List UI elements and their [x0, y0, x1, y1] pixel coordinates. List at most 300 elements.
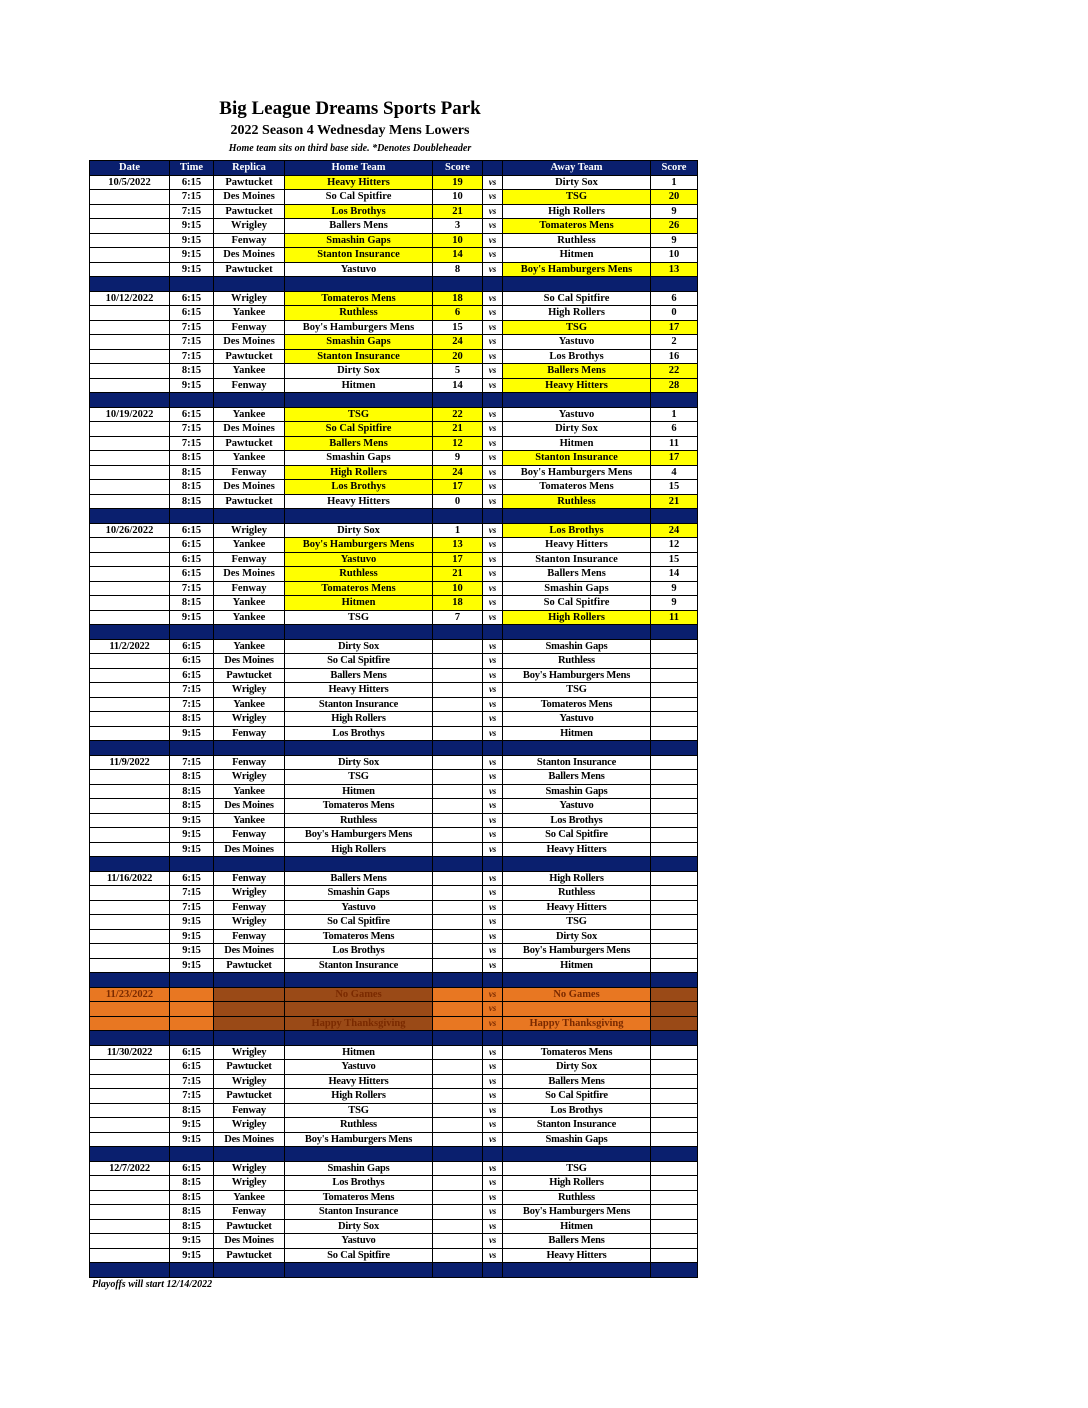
separator-cell	[651, 857, 698, 872]
game-row	[90, 1045, 698, 1060]
game-replica: Des Moines	[214, 567, 285, 582]
away-team: Hitmen	[503, 436, 651, 451]
home-score: 15	[433, 320, 483, 335]
away-score	[651, 1161, 698, 1176]
separator-cell	[214, 1263, 285, 1278]
separator-cell	[214, 857, 285, 872]
game-replica: Pawtucket	[214, 958, 285, 973]
game-date	[90, 1190, 170, 1205]
col-away-score: Score	[651, 161, 698, 176]
separator-cell	[503, 509, 651, 524]
home-team: Stanton Insurance	[285, 349, 433, 364]
vs-label: vs	[483, 552, 503, 567]
away-team: Tomateros Mens	[503, 697, 651, 712]
separator-cell	[285, 973, 433, 988]
game-replica: Des Moines	[214, 335, 285, 350]
game-date: 10/19/2022	[90, 407, 170, 422]
vs-label: vs	[483, 1219, 503, 1234]
away-score	[651, 1103, 698, 1118]
home-score	[433, 1118, 483, 1133]
game-replica: Wrigley	[214, 1045, 285, 1060]
away-score: 17	[651, 451, 698, 466]
away-score: 9	[651, 204, 698, 219]
home-score: 24	[433, 335, 483, 350]
away-team: High Rollers	[503, 610, 651, 625]
game-replica: Des Moines	[214, 944, 285, 959]
away-score: 6	[651, 291, 698, 306]
separator-cell	[483, 277, 503, 292]
game-replica: Yankee	[214, 407, 285, 422]
separator-cell	[503, 857, 651, 872]
vs-label: vs	[483, 451, 503, 466]
away-score	[651, 813, 698, 828]
game-time: 6:15	[170, 175, 214, 190]
holiday-home-score	[433, 1002, 483, 1017]
game-date	[90, 349, 170, 364]
game-date	[90, 1132, 170, 1147]
home-score	[433, 683, 483, 698]
game-row	[90, 1234, 698, 1249]
away-score	[651, 1248, 698, 1263]
home-score: 7	[433, 610, 483, 625]
game-replica: Des Moines	[214, 422, 285, 437]
page-subtitle: 2022 Season 4 Wednesday Mens Lowers	[230, 123, 470, 138]
separator-cell	[90, 973, 170, 988]
game-row	[90, 436, 698, 451]
game-time: 8:15	[170, 770, 214, 785]
away-score	[651, 668, 698, 683]
home-team: Dirty Sox	[285, 1219, 433, 1234]
game-replica: Fenway	[214, 552, 285, 567]
away-team: Los Brothys	[503, 813, 651, 828]
home-score	[433, 1060, 483, 1075]
game-replica: Pawtucket	[214, 1060, 285, 1075]
holiday-date: 11/23/2022	[90, 987, 170, 1002]
home-team: Yastuvo	[285, 262, 433, 277]
home-team: Smashin Gaps	[285, 451, 433, 466]
home-team: Dirty Sox	[285, 755, 433, 770]
home-team: Los Brothys	[285, 944, 433, 959]
game-date	[90, 799, 170, 814]
away-team: So Cal Spitfire	[503, 1089, 651, 1104]
away-team: Boy's Hamburgers Mens	[503, 1205, 651, 1220]
game-row	[90, 871, 698, 886]
away-score: 22	[651, 364, 698, 379]
game-row	[90, 784, 698, 799]
separator-cell	[214, 1031, 285, 1046]
holiday-home: Happy Thanksgiving	[285, 1016, 433, 1031]
home-score	[433, 712, 483, 727]
game-time: 9:15	[170, 929, 214, 944]
separator-cell	[651, 509, 698, 524]
home-score	[433, 755, 483, 770]
game-row	[90, 204, 698, 219]
holiday-row	[90, 1016, 698, 1031]
game-time: 8:15	[170, 712, 214, 727]
home-score: 14	[433, 248, 483, 263]
home-team: High Rollers	[285, 712, 433, 727]
game-time: 6:15	[170, 567, 214, 582]
home-team: Boy's Hamburgers Mens	[285, 538, 433, 553]
home-score	[433, 944, 483, 959]
home-score: 8	[433, 262, 483, 277]
away-team: Ruthless	[503, 233, 651, 248]
home-score	[433, 697, 483, 712]
vs-label: vs	[483, 871, 503, 886]
separator-cell	[170, 1031, 214, 1046]
away-score	[651, 1132, 698, 1147]
home-score	[433, 813, 483, 828]
game-replica: Yankee	[214, 306, 285, 321]
holiday-away-score	[651, 1002, 698, 1017]
away-score: 6	[651, 422, 698, 437]
home-team: Hitmen	[285, 1045, 433, 1060]
game-row	[90, 1074, 698, 1089]
away-score	[651, 654, 698, 669]
game-row	[90, 378, 698, 393]
game-row	[90, 1132, 698, 1147]
page-title: Big League Dreams Sports Park	[219, 98, 481, 119]
game-row	[90, 1118, 698, 1133]
vs-label: vs	[483, 668, 503, 683]
away-score: 1	[651, 407, 698, 422]
game-replica: Wrigley	[214, 291, 285, 306]
holiday-away-score	[651, 987, 698, 1002]
home-team: Stanton Insurance	[285, 1205, 433, 1220]
game-date: 10/26/2022	[90, 523, 170, 538]
home-score: 18	[433, 291, 483, 306]
game-date	[90, 900, 170, 915]
game-row	[90, 770, 698, 785]
game-replica: Pawtucket	[214, 436, 285, 451]
game-replica: Yankee	[214, 639, 285, 654]
game-time: 6:15	[170, 552, 214, 567]
holiday-away-score	[651, 1016, 698, 1031]
game-date: 11/16/2022	[90, 871, 170, 886]
game-replica: Des Moines	[214, 248, 285, 263]
schedule-note: Home team sits on third base side. *Denotes Doubleheader	[228, 143, 472, 154]
game-time: 7:15	[170, 320, 214, 335]
game-time: 7:15	[170, 422, 214, 437]
away-score	[651, 871, 698, 886]
home-team: Heavy Hitters	[285, 175, 433, 190]
away-team: Heavy Hitters	[503, 900, 651, 915]
game-row	[90, 1248, 698, 1263]
game-row	[90, 523, 698, 538]
home-team: Los Brothys	[285, 726, 433, 741]
vs-label: vs	[483, 291, 503, 306]
vs-label: vs	[483, 1176, 503, 1191]
home-team: Ballers Mens	[285, 436, 433, 451]
home-score: 17	[433, 480, 483, 495]
away-team: Tomateros Mens	[503, 219, 651, 234]
separator-cell	[170, 741, 214, 756]
vs-label: vs	[483, 596, 503, 611]
vs-label: vs	[483, 262, 503, 277]
game-date: 10/12/2022	[90, 291, 170, 306]
separator-cell	[90, 1147, 170, 1162]
game-replica: Wrigley	[214, 770, 285, 785]
holiday-time	[170, 1016, 214, 1031]
game-time: 6:15	[170, 654, 214, 669]
game-replica: Fenway	[214, 1103, 285, 1118]
game-time: 7:15	[170, 204, 214, 219]
home-team: Ruthless	[285, 567, 433, 582]
game-replica: Pawtucket	[214, 349, 285, 364]
week-separator	[90, 1031, 698, 1046]
separator-cell	[503, 393, 651, 408]
game-time: 9:15	[170, 726, 214, 741]
away-team: Ballers Mens	[503, 1074, 651, 1089]
game-row	[90, 886, 698, 901]
vs-label: vs	[483, 567, 503, 582]
away-score	[651, 1118, 698, 1133]
vs-label: vs	[483, 1234, 503, 1249]
away-score: 12	[651, 538, 698, 553]
separator-cell	[651, 1263, 698, 1278]
away-team: Boy's Hamburgers Mens	[503, 262, 651, 277]
game-date	[90, 306, 170, 321]
home-team: TSG	[285, 407, 433, 422]
home-score: 10	[433, 581, 483, 596]
away-team: Yastuvo	[503, 335, 651, 350]
week-separator	[90, 509, 698, 524]
game-replica: Fenway	[214, 755, 285, 770]
home-team: Tomateros Mens	[285, 581, 433, 596]
separator-cell	[90, 509, 170, 524]
home-team: TSG	[285, 1103, 433, 1118]
away-score	[651, 1234, 698, 1249]
vs-label: vs	[483, 480, 503, 495]
game-date	[90, 1205, 170, 1220]
home-team: Heavy Hitters	[285, 683, 433, 698]
game-time: 6:15	[170, 1045, 214, 1060]
game-row	[90, 596, 698, 611]
game-replica: Pawtucket	[214, 175, 285, 190]
away-score	[651, 799, 698, 814]
game-replica: Yankee	[214, 451, 285, 466]
game-time: 8:15	[170, 1205, 214, 1220]
game-time: 7:15	[170, 1074, 214, 1089]
game-replica: Pawtucket	[214, 494, 285, 509]
game-row	[90, 668, 698, 683]
game-time: 6:15	[170, 523, 214, 538]
separator-cell	[651, 1031, 698, 1046]
away-team: Smashin Gaps	[503, 581, 651, 596]
away-team: TSG	[503, 1161, 651, 1176]
game-time: 9:15	[170, 248, 214, 263]
home-team: TSG	[285, 770, 433, 785]
separator-cell	[90, 1263, 170, 1278]
home-team: High Rollers	[285, 1089, 433, 1104]
separator-cell	[170, 509, 214, 524]
away-team: Ruthless	[503, 886, 651, 901]
game-time: 6:15	[170, 291, 214, 306]
schedule-body	[90, 175, 698, 1277]
home-score	[433, 1089, 483, 1104]
game-replica: Pawtucket	[214, 204, 285, 219]
home-team: Smashin Gaps	[285, 233, 433, 248]
game-time: 9:15	[170, 813, 214, 828]
away-score: 9	[651, 596, 698, 611]
game-row	[90, 726, 698, 741]
game-replica: Fenway	[214, 900, 285, 915]
vs-label: vs	[483, 1190, 503, 1205]
holiday-replica	[214, 1016, 285, 1031]
game-replica: Des Moines	[214, 480, 285, 495]
away-team: TSG	[503, 683, 651, 698]
holiday-row	[90, 1002, 698, 1017]
away-team: Boy's Hamburgers Mens	[503, 465, 651, 480]
vs-label: vs	[483, 204, 503, 219]
week-separator	[90, 741, 698, 756]
separator-cell	[170, 857, 214, 872]
home-team: TSG	[285, 610, 433, 625]
game-time: 7:15	[170, 886, 214, 901]
home-team: Ruthless	[285, 306, 433, 321]
game-replica: Des Moines	[214, 842, 285, 857]
away-team: Hitmen	[503, 958, 651, 973]
home-score	[433, 1234, 483, 1249]
game-row	[90, 306, 698, 321]
separator-cell	[433, 277, 483, 292]
home-score	[433, 1176, 483, 1191]
col-replica: Replica	[214, 161, 285, 176]
game-time: 7:15	[170, 349, 214, 364]
game-date	[90, 842, 170, 857]
home-team: So Cal Spitfire	[285, 654, 433, 669]
game-row	[90, 451, 698, 466]
game-date	[90, 944, 170, 959]
game-replica: Fenway	[214, 320, 285, 335]
playoffs-note: Playoffs will start 12/14/2022	[92, 1279, 213, 1290]
home-score: 18	[433, 596, 483, 611]
home-team: Hitmen	[285, 378, 433, 393]
separator-cell	[285, 1147, 433, 1162]
holiday-home-score	[433, 987, 483, 1002]
vs-label: vs	[483, 683, 503, 698]
away-team: Los Brothys	[503, 523, 651, 538]
separator-cell	[503, 625, 651, 640]
game-time: 6:15	[170, 306, 214, 321]
vs-label: vs	[483, 538, 503, 553]
away-score	[651, 784, 698, 799]
game-time: 7:15	[170, 335, 214, 350]
home-team: So Cal Spitfire	[285, 190, 433, 205]
holiday-replica	[214, 987, 285, 1002]
game-row	[90, 480, 698, 495]
away-team: Ballers Mens	[503, 364, 651, 379]
home-team: Ballers Mens	[285, 668, 433, 683]
home-score: 17	[433, 552, 483, 567]
game-time: 8:15	[170, 1176, 214, 1191]
game-date: 11/9/2022	[90, 755, 170, 770]
vs-label: vs	[483, 233, 503, 248]
away-score	[651, 842, 698, 857]
separator-cell	[90, 1031, 170, 1046]
home-team: Heavy Hitters	[285, 1074, 433, 1089]
game-replica: Pawtucket	[214, 1089, 285, 1104]
game-date	[90, 726, 170, 741]
away-score	[651, 828, 698, 843]
away-score: 11	[651, 610, 698, 625]
away-score	[651, 712, 698, 727]
away-team: Yastuvo	[503, 712, 651, 727]
away-score	[651, 958, 698, 973]
game-replica: Pawtucket	[214, 262, 285, 277]
game-replica: Fenway	[214, 581, 285, 596]
home-score	[433, 1103, 483, 1118]
game-time: 9:15	[170, 944, 214, 959]
home-score	[433, 1205, 483, 1220]
game-time: 9:15	[170, 828, 214, 843]
game-replica: Yankee	[214, 784, 285, 799]
game-time: 9:15	[170, 1132, 214, 1147]
vs-label: vs	[483, 944, 503, 959]
game-replica: Des Moines	[214, 190, 285, 205]
home-team: Los Brothys	[285, 1176, 433, 1191]
separator-cell	[90, 393, 170, 408]
game-date: 11/30/2022	[90, 1045, 170, 1060]
separator-cell	[285, 1263, 433, 1278]
week-separator	[90, 1147, 698, 1162]
away-score	[651, 1045, 698, 1060]
away-score: 15	[651, 480, 698, 495]
away-team: Yastuvo	[503, 407, 651, 422]
holiday-vs: vs	[483, 1016, 503, 1031]
separator-cell	[170, 625, 214, 640]
game-row	[90, 175, 698, 190]
vs-label: vs	[483, 1045, 503, 1060]
game-time: 9:15	[170, 958, 214, 973]
home-score: 9	[433, 451, 483, 466]
away-team: Ruthless	[503, 494, 651, 509]
game-date	[90, 233, 170, 248]
home-score: 24	[433, 465, 483, 480]
week-separator	[90, 1263, 698, 1278]
game-date	[90, 364, 170, 379]
away-team: Tomateros Mens	[503, 480, 651, 495]
game-date	[90, 683, 170, 698]
home-team: Yastuvo	[285, 1234, 433, 1249]
away-score: 28	[651, 378, 698, 393]
holiday-date	[90, 1002, 170, 1017]
separator-cell	[503, 1263, 651, 1278]
game-replica: Pawtucket	[214, 1248, 285, 1263]
home-team: Boy's Hamburgers Mens	[285, 828, 433, 843]
away-team: Stanton Insurance	[503, 451, 651, 466]
away-team: Smashin Gaps	[503, 1132, 651, 1147]
away-team: TSG	[503, 915, 651, 930]
week-separator	[90, 857, 698, 872]
home-score	[433, 1132, 483, 1147]
game-time: 7:15	[170, 581, 214, 596]
vs-label: vs	[483, 1132, 503, 1147]
game-replica: Fenway	[214, 871, 285, 886]
separator-cell	[285, 277, 433, 292]
col-home-score: Score	[433, 161, 483, 176]
vs-label: vs	[483, 436, 503, 451]
game-time: 9:15	[170, 262, 214, 277]
game-date	[90, 262, 170, 277]
separator-cell	[651, 625, 698, 640]
separator-cell	[285, 509, 433, 524]
col-time: Time	[170, 161, 214, 176]
away-team: Hitmen	[503, 248, 651, 263]
away-score: 9	[651, 233, 698, 248]
game-time: 6:15	[170, 1161, 214, 1176]
game-replica: Fenway	[214, 378, 285, 393]
